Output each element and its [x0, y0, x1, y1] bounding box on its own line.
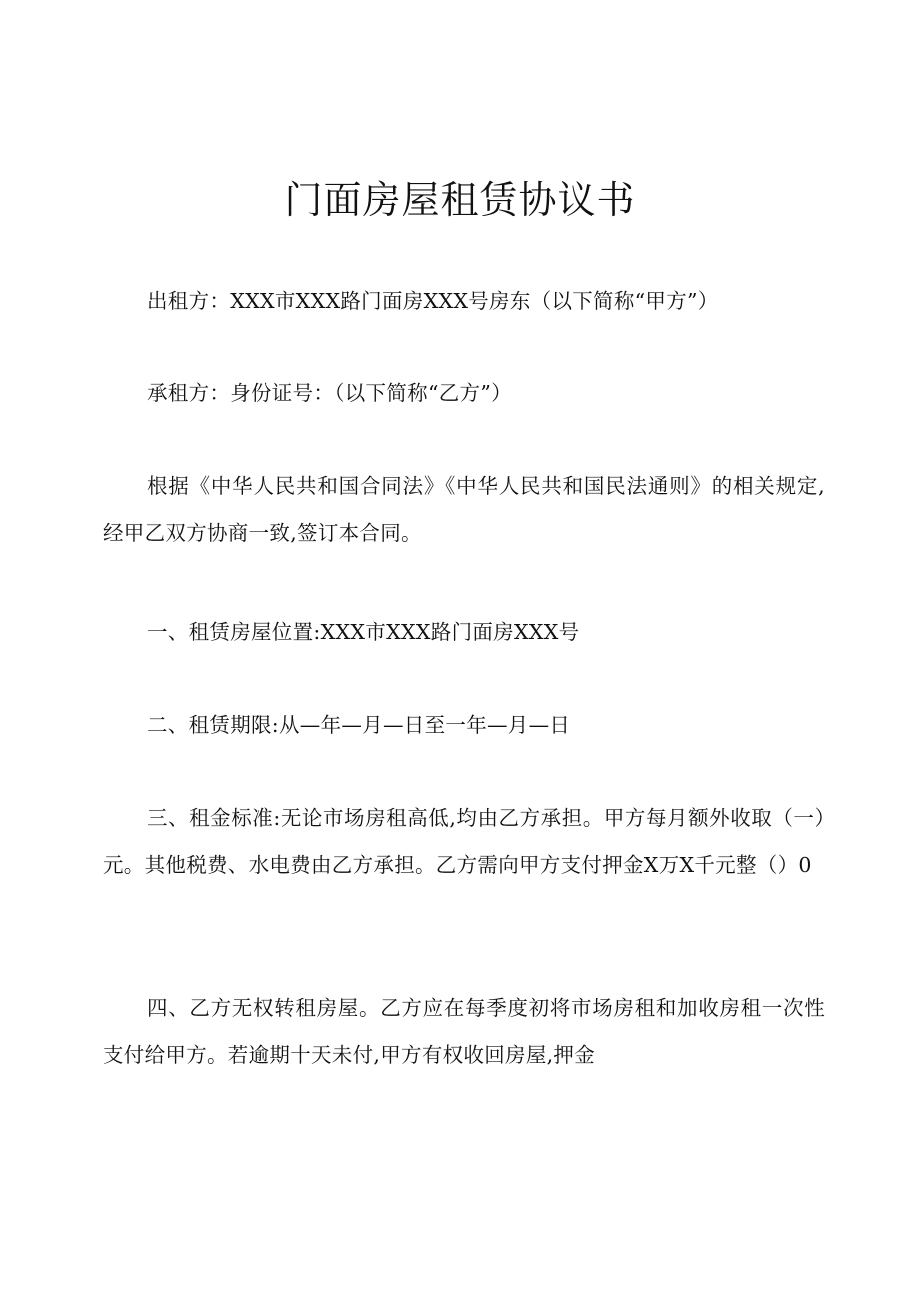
clause-3-rent: 三、租金标准:无论市场房租高低,均由乙方承担。甲方每月额外收取（一）元。其他税费、水电费由乙方承担。乙方需向甲方支付押金X万X千元整（）0 — [103, 806, 825, 877]
lessee-paragraph: 承租方：身份证号：（以下简称“乙方”） — [147, 381, 512, 405]
document-title: 门面房屋租赁协议书 — [284, 178, 636, 222]
clause-4-sublease: 四、乙方无权转租房屋。乙方应在每季度初将市场房租和加收房租一次性支付给甲方。若逾期十天未付,甲方有权收回房屋,押金 — [103, 996, 825, 1067]
clause-2-term: 二、租赁期限:从—年—月—日至一年—月—日 — [147, 713, 571, 737]
legal-basis-paragraph: 根据《中华人民共和国合同法》《中华人民共和国民法通则》的相关规定,经甲乙双方协商一致,签订本合同。 — [103, 474, 825, 545]
lessor-paragraph: 出租方：XXX市XXX路门面房XXX号房东（以下简称“甲方”） — [147, 289, 719, 313]
clause-1-location: 一、租赁房屋位置:XXX市XXX路门面房XXX号 — [147, 620, 580, 644]
